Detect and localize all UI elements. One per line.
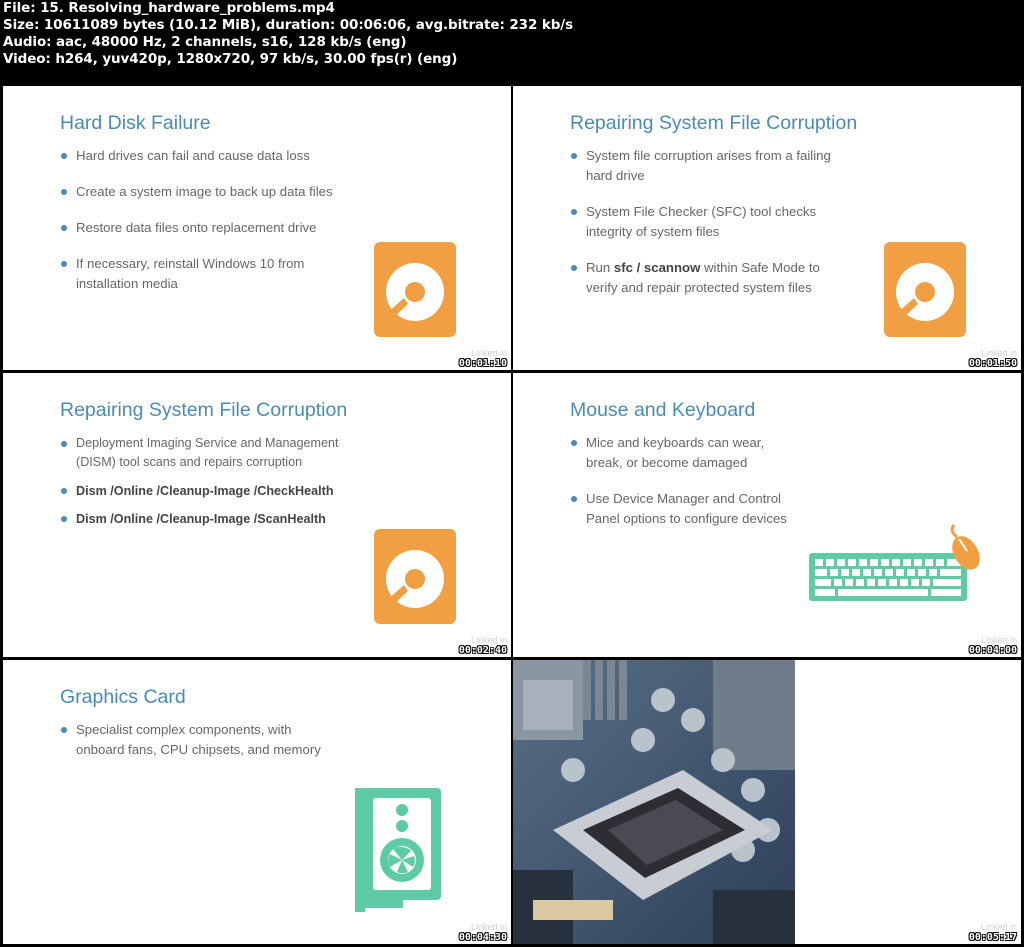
graphics-card-icon <box>355 788 447 912</box>
thumbnail-frame-1[interactable] <box>3 86 511 370</box>
bullet-text: Create a system image to back up data files <box>76 184 333 199</box>
bullet-dot <box>571 440 577 446</box>
bullet-text: Use Device Manager and Control Panel options to configure devices <box>586 491 787 526</box>
timestamp: 00:04:00 <box>968 645 1017 656</box>
bullet-dot <box>61 261 67 267</box>
slide-title: Repairing System File Corruption <box>60 399 348 421</box>
hard-disk-icon <box>374 529 456 624</box>
bullet-text: System file corruption arises from a failing hard drive <box>586 148 831 183</box>
bullet-dot <box>61 189 67 195</box>
linkedin-watermark: Linked in <box>980 635 1017 645</box>
bullet-list <box>61 146 361 310</box>
hard-disk-icon <box>884 242 966 337</box>
bullet-dot <box>61 727 67 733</box>
linkedin-watermark: Linked in <box>980 348 1017 358</box>
bullet-text: Hard drives can fail and cause data loss <box>76 148 310 163</box>
command-item <box>61 509 351 529</box>
bullet-item <box>571 258 841 298</box>
bullet-item <box>61 254 336 294</box>
bullet-dot <box>571 265 577 271</box>
bullet-dot <box>61 225 67 231</box>
keyboard-mouse-icon <box>809 523 983 603</box>
thumbnail-frame-5[interactable] <box>3 660 511 944</box>
timestamp: 00:05:17 <box>968 932 1017 943</box>
bullet-item <box>571 489 814 529</box>
slide-title: Hard Disk Failure <box>60 112 211 134</box>
bullet-item <box>61 146 361 166</box>
bullet-dot <box>61 441 67 447</box>
bullet-text: If necessary, reinstall Windows 10 from installation media <box>76 256 305 291</box>
sfc-command: sfc / scannow <box>613 260 701 275</box>
thumbnail-frame-2[interactable] <box>513 86 1021 370</box>
timestamp: 00:01:50 <box>968 358 1017 369</box>
video-info-line: Video: h264, yuv420p, 1280x720, 97 kb/s, 30.00 fps(r) (eng) <box>3 51 458 67</box>
timestamp: 00:02:40 <box>458 645 507 656</box>
bullet-item <box>61 434 351 471</box>
bullet-dot <box>61 153 67 159</box>
bullet-dot <box>571 153 577 159</box>
hard-disk-icon <box>374 242 456 337</box>
linkedin-watermark: Linked in <box>470 922 507 932</box>
bullet-item <box>61 182 361 202</box>
linkedin-watermark: Linked in <box>470 635 507 645</box>
bullet-item <box>61 218 361 238</box>
bullet-list <box>571 433 811 545</box>
dism-checkhealth-command: Dism /Online /Cleanup-Image /CheckHealth <box>76 484 334 498</box>
bullet-list <box>61 434 351 545</box>
bullet-text: Specialist complex components, with onboard fans, CPU chipsets, and memory <box>76 722 321 757</box>
slide-title: Graphics Card <box>60 686 186 708</box>
timestamp: 00:01:10 <box>458 358 507 369</box>
thumbnail-frame-6[interactable] <box>513 660 1021 944</box>
bullet-item <box>571 433 791 473</box>
file-name-line: File: 15. Resolving_hardware_problems.mp4 <box>3 0 335 16</box>
slide-title: Repairing System File Corruption <box>570 112 858 134</box>
bullet-dot <box>571 496 577 502</box>
bullet-item <box>571 202 836 242</box>
bullet-text: Deployment Imaging Service and Management (DISM) tool scans and repairs corruption <box>76 436 339 469</box>
thumbnail-frame-4[interactable] <box>513 373 1021 657</box>
bullet-text: Mice and keyboards can wear, break, or become damaged <box>586 435 765 470</box>
timestamp: 00:04:30 <box>458 932 507 943</box>
file-info-header <box>0 0 1024 84</box>
slide-title: Mouse and Keyboard <box>570 399 756 421</box>
bullet-item <box>571 146 841 186</box>
bullet-text-suffix: within Safe Mode to verify and repair protected system files <box>586 260 820 295</box>
bullet-text-prefix: Run <box>586 260 614 275</box>
bullet-list <box>61 720 331 776</box>
audio-info-line: Audio: aac, 48000 Hz, 2 channels, s16, 128 kb/s (eng) <box>3 34 407 50</box>
bullet-text: System File Checker (SFC) tool checks integrity of system files <box>586 204 817 239</box>
bullet-item <box>61 720 326 760</box>
linkedin-watermark: Linked in <box>980 922 1017 932</box>
bullet-list <box>571 146 851 314</box>
bullet-dot <box>61 516 67 522</box>
bullet-dot <box>571 209 577 215</box>
thumbnail-frame-3[interactable] <box>3 373 511 657</box>
bullet-text: Restore data files onto replacement drive <box>76 220 317 235</box>
bullet-dot <box>61 488 67 494</box>
file-size-line: Size: 10611089 bytes (10.12 MiB), duration: 00:06:06, avg.bitrate: 232 kb/s <box>3 17 574 33</box>
linkedin-watermark: Linked in <box>470 348 507 358</box>
motherboard-cpu-socket-photo <box>513 660 795 944</box>
dism-scanhealth-command: Dism /Online /Cleanup-Image /ScanHealth <box>76 512 326 526</box>
command-item <box>61 481 351 501</box>
